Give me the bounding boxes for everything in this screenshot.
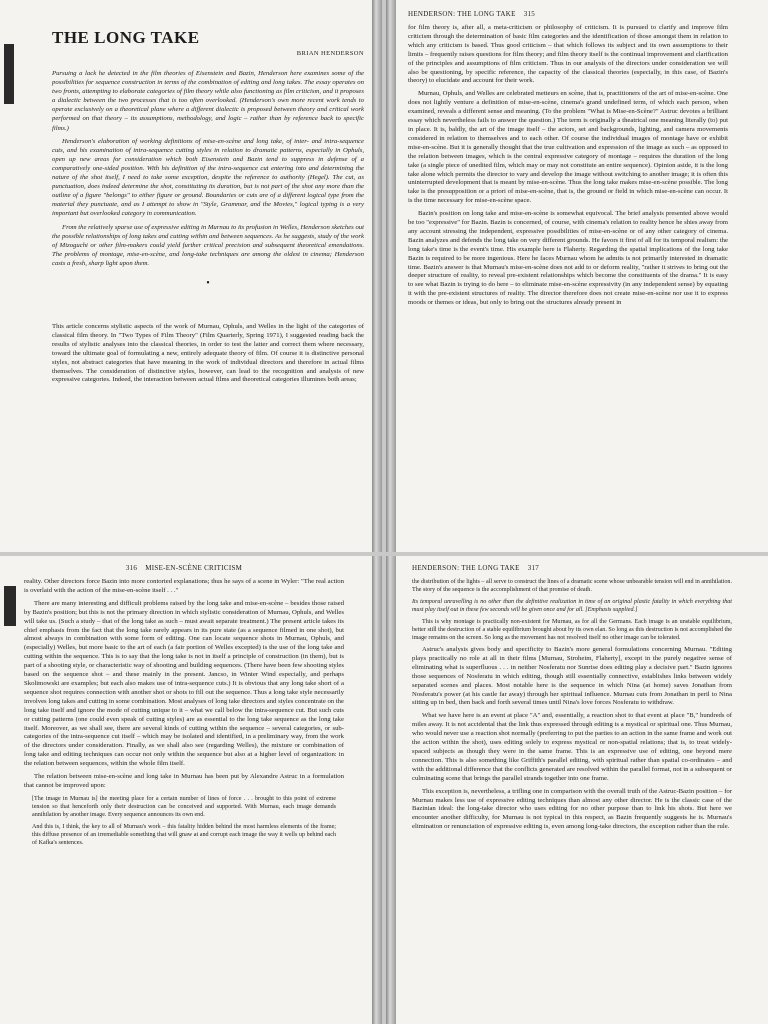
body-paragraph: Bazin's position on long take and mise-en-scène is somewhat equivocal. The brief analysis presented above would be too "expressive" for Bazin. Bazin is concerned, of course, with cinema's relation to reality hence he shies away from any account stressing the independent, expressive possibilities of mise-en-scène or of any other category of cinema. Bazin analyzes and defends the long take on very different grounds. He favors it first of all for its temporal realism: the long take's time is the event's time. His example here is Flaherty. Regarding the spatial implications of the long take Bazin is required to be more ingenious. Here he faces Murnau whom he admits is not primarily interested in dramatic time. Bazin's answer is that Murnau's mise-en-scène does not add to or deform reality, "rather it strives to bring out the deeper structure of reality, to reveal pre-existent relationships which become the constituents of the drama." It is easy to see what Bazin is trying to do here – to eliminate mise-en-scène expressivity (in any independent sense) by equating it with the pre-existent structures of reality. The director therefore does not create mise-en-scène nor use it to express moods or themes or ideas, but only to bring out the structures already present in: [408, 210, 728, 307]
running-head: [24, 564, 344, 572]
body-paragraph: This exception is, nevertheless, a trifling one in comparison with the overall truth of the Astruc-Bazin position – for Murnau makes less use of expressive editing techniques than almost any other director. He is the classic case of the Bazinian ideal: the long-take director who uses editing for no other purpose than to link his shots. But here we encounter another difficulty, for Murnau is not typical in this respect, as Bazin frequently suggests he is. Murnau's elimination or renunciation of expressive editing is, even among long-take directors, the exception rather than the rule.: [412, 787, 732, 831]
article-title: THE LONG TAKE: [52, 28, 200, 47]
page-number: 315: [523, 10, 536, 18]
body-paragraph: What we have here is an event at place "A" and, essentially, a reaction shot to that event at place "B," hundreds of miles away. It is not accidental that the link thus expressed through editing is a mystical or spiritual one. Thus Murnau, who would never use a reaction shot normally (preferring to put the parties to an action in the same frame and work out the action within the shot), uses editing solely to express mystical or non-spatial relations; that is, to treat widely-spaced subjects as though they were in the same frame. This is an expressive use of editing, one beyond mere connection. This is also something like Griffith's parallel editing, with spiritual rather than spatial co-ordinates – and with the additional difference that the conflicts generated are resolved within the parallel format, not in a subsequent or culminating scene that brings the parallel strands together into one frame.: [412, 712, 732, 782]
intro-paragraph: Pursuing a lack he detected in the film theories of Eisenstein and Bazin, Henderson here examines some of the possibilities for sequence construction in terms of the combination of editing and long takes. The essay operates on two fronts, attempting to elaborate categories of film theory while also functioning as film criticism, and it proposes a dialectic between the two processes that is too often overlooked. (Henderson's own more recent work tends to operate exclusively on a theoretical plane where a different dialectic is proposed between theory and critical work performed on that theory – its assumptions, methodology, and logic – rather than by reference back to specific films.): [52, 70, 364, 132]
running-head-title: HENDERSON: THE LONG TAKE: [408, 10, 516, 18]
running-head-title: MISE-EN-SCÈNE CRITICISM: [145, 564, 243, 572]
article-body: [408, 24, 728, 308]
body-paragraph: for film theory is, after all, a meta-criticism or philosophy of criticism. It is pursued to clarify and improve film criticism through the determination of basic film categories and the identification of those amongst them in relation to which any criticism is based. Thus good criticism – that which follows its subject and its own assumptions to their limits – frequently raises questions for film theory; and film theory itself is the continual improvement and clarification of the principles and assumptions of film criticism. Thus in our analysis of the directors under consideration we will also be questioning, by specific reference, the capacity of the classical theories (especially, in this case, of Bazin's theory) to elucidate and account for their work.: [408, 24, 728, 85]
page-content: [412, 564, 732, 836]
body-paragraph: reality. Other directors force Bazin into more contorted explanations; thus he says of a scene in Wyler: "The real action is overlaid with the action of the mise-en-scène itself . . .": [24, 578, 344, 594]
page-number: 317: [527, 564, 540, 572]
block-quote: [The image in Murnau is] the meeting place for a certain number of lines of force . . . brought to this point of extreme tension so that henceforth only their destruction can be conceived and supported. With Murnau, each image demands annihilation by another image. Every sequence announces its own end.: [32, 795, 336, 818]
body-paragraph: This article concerns stylistic aspects of the work of Murnau, Ophuls, and Welles in the light of the categories of classical film theory. In "Two Types of Film Theory" (Film Quarterly, Spring 1971), I suggested reading back the results of stylistic analyses into the classical theories, in order to test the latter and correct them where necessary, toward the ultimate goal of formulating a new, entirely adequate theory of film. Of course it is distinctive personal styles, not abstract categories that have meaning in the work of individual directors and therefore in actual films themselves. The consideration of distinctive styles, however, can lead to the recognition and analysis of new expressive categories. Indeed, the interaction between actual films and theoretical categories illumines both areas;: [52, 322, 364, 384]
body-paragraph: The relation between mise-en-scène and long take in Murnau has been put by Alexandre Astruc in a formulation that cannot be improved upon:: [24, 773, 344, 789]
running-head: [408, 10, 728, 18]
binding-gutter: [372, 0, 382, 552]
page-316: [0, 556, 382, 1024]
block-quote: the distribution of the lights – all serve to construct the lines of a dramatic scene whose unbearable tension will end in annihilation. The story of the sequence is the accomplishment of that promise of death.: [412, 579, 732, 593]
page-edge-marker: [4, 44, 14, 104]
article-body: [412, 578, 732, 832]
binding-gutter: [386, 556, 396, 1024]
page-number: 316: [125, 564, 138, 572]
intro-paragraph: From the relatively sparse use of expressive editing in Murnau to its profusion in Welles, Henderson sketches out the possible relationships of long takes and cutting within and between sequences. As he suggests, study of the work of Mizoguchi or other film-makers could yield further critical precision and subsequent theoretical emendations. The problems of montage, mise-en-scène, and long-take techniques are among the oldest in cinema; Henderson casts a fresh, sharp light upon them.: [52, 223, 364, 267]
section-separator: •: [206, 277, 210, 289]
binding-gutter: [386, 0, 396, 552]
body-paragraph: Murnau, Ophuls, and Welles are celebrated metteurs en scène, that is, practitioners of the art of mise-en-scène. One does not lightly venture a definition of mise-en-scène, cinema's grand undefined term, of which each person, when examined, reveals a different sense and meaning. (To the problem "What is Mise-en-Scène?" Astruc devotes a brilliant essay which nevertheless fails to answer the question.) The term is originally a theatrical one meaning literally (to) put in place. It is, baldly, the art of the image itself – the actors, set and backgrounds, lighting, and camera movements considered in relation to themselves and to each other. Of course the individual images of montage have or exhibit mise-en-scène. But it is generally thought that the true cultivation and expression of the image as such – as opposed to the relation between images, which is the central expressive category of montage – requires the duration of the long take (a single piece of unedited film, which may or may not constitute an entire sequence). Opinion aside, it is the long take alone which permits the director to vary and develop the image without switching to another image; it is often this uninterrupted development that is meant by mise-en-scène. Thus the long take makes mise-en-scène possible. The long take is the presupposition or a priori of mise-en-scène, that is, the ground or field in which mise-en-scène can occur. It is the time necessary for mise-en-scène space.: [408, 90, 728, 205]
intro-paragraph: Henderson's elaboration of working definitions of mise-en-scène and long take, of inter- and intra-sequence cuts, and his examination of intra-sequence cutting styles in relation to dramatic patterns, especially in Ophuls, open up new areas for consideration which both Eisenstein and Bazin tend to suppress in defense of a comparatively one-sided position. With his definition of the intra-sequence cut entering into and determining the nature of the shot itself, I need to take some exception, despite the reference to authority (Hegel). The cut, as punctuation, does indeed determine the shot, constituting its duration, but is not part of the shot any more than the outline of a figure "belongs" to either figure or ground. Boundaries or cuts are of a different logical type from the material they punctuate, and as I attempt to show in "Style, Grammar, and the Movies," logical typing is a very important but overlooked category in communication.: [52, 137, 364, 218]
article-body: [52, 323, 364, 385]
article-body: [24, 578, 344, 847]
binding-gutter: [372, 556, 382, 1024]
page-content: [408, 10, 728, 312]
article-author: BRIAN HENDERSON: [296, 50, 364, 57]
page-edge-marker: [4, 586, 16, 626]
body-paragraph: There are many interesting and difficult problems raised by the long take and mise-en-scène – besides those raised by Bazin's position; but this is not the primary direction in which stylistic consideration of Murnau, Ophuls, and Welles will take us. (Such a study – that of the long take as such – must await separate treatment.) The present article takes its chief emphasis from the fact that the long take rarely appears in its pure state (as a sequence filmed in one shot), but almost always in combination with some form of editing. One can locate sequence shots in Murnau, Ophuls, and (especially) Welles, but more basic to the art of each (a fair portion of Welles excepted) is the use of the long take and cutting within the sequence. This is to say that the long take is not in itself a principle of construction (in them), but is part of a shooting style, or characteristic way of shooting and building sequences. (There have been few shooting styles based on the sequence shot – and these mainly in the present. Jancso, in Winter Wind especially, and perhaps Skolimowski are examples; but each also makes use of intra-sequence cuts.) It is obvious that any long take short of a sequence shot requires connection with another shot or shots to fill out the sequence. Thus a long take style necessarily involves long takes and cutting in some combination. Most analyses of long take directors and styles concentrate on the long take itself and ignore the mode of cutting unique to it – what we call below the intra-sequence cut. But such cuts or cutting patterns (one could even speak of cutting styles) are as essential to the long take sequence as the long take itself. Moreover, as we shall see, there are several kinds of cutting within the sequence – several categories, or sub-categories of the intra-sequence cut itself – which may be isolated and identified, in a preliminary way, from the work of the directors under consideration. Finally, as we shall also see (regarding Welles), the mixture or combination of long take and editing techniques can occur not only within the sequence but also at a higher level of organization: in the relation between sequences, within the whole film itself.: [24, 599, 344, 768]
running-head: [412, 564, 732, 572]
block-quote: This is why montage is practically non-existent for Murnau, as for all the Germans. Each image is an unstable equilibrium, better still the destruction of a stable equilibrium brought about by its own elan. So long as this destruction is not accomplished the image remains on the screen. So long as the movement has not resolved itself no other image can be tolerated.: [412, 619, 732, 641]
body-paragraph: Astruc's analysis gives body and specificity to Bazin's more general formulations concerning Murnau. "Editing plays practically no role at all in their films [Murnau, Stroheim, Flaherty], except in the purely negative sense of eliminating what is superfluous . . . in neither Nosferatu nor Sunrise does editing play a decisive part." Bazin ignores those sequences of Nosferatu in which editing, though still essentially connective, establishes links between widely separated scenes and places. Most notable here is the sequence in which Nina (at home) saves Jonathan from Nosferatu's power (at his castle far away) through her spiritual influence. Murnau cuts from Jonathan in peril to Nina sitting up in bed, then back and forth several times until Nina's love forces Nosferatu to withdraw.: [412, 646, 732, 707]
page-content: [24, 564, 344, 851]
block-quote: And this is, I think, the key to all of Murnau's work – this fatality hidden behind the most harmless elements of the frame; this diffuse presence of an irremediable something that will gnaw at and corrupt each image the way it wells up behind each of Kafka's sentences.: [32, 823, 336, 846]
page-313: [0, 0, 382, 552]
block-quote-emphasis: Its temporal unravelling is no other than the definitive realization in time of an original plastic fatality in which everything that must play itself out in these few seconds will be given once and for all. [Emphasis supplied.]: [412, 599, 732, 613]
page-317: [386, 556, 768, 1024]
running-head-title: HENDERSON: THE LONG TAKE: [412, 564, 520, 572]
article-opening: [52, 28, 364, 389]
page-315: [386, 0, 768, 552]
editor-introduction: [52, 69, 364, 268]
